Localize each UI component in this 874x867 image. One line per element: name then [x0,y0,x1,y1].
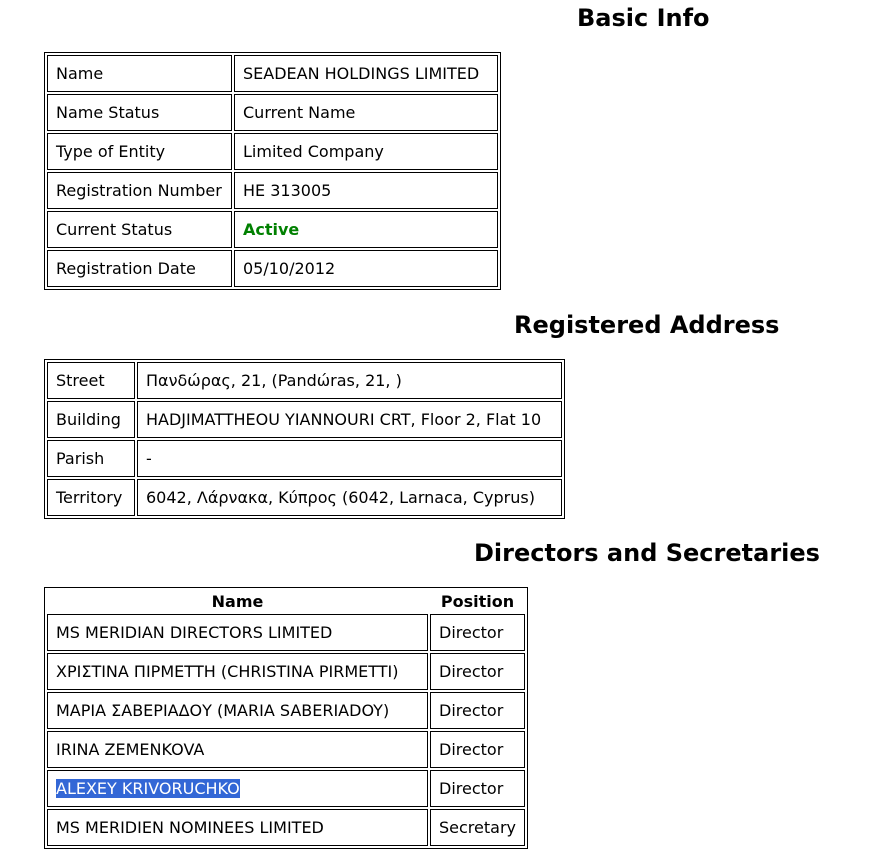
parish-value: - [137,440,562,477]
name-status-value: Current Name [234,94,498,131]
field-label: Territory [47,479,135,516]
entity-type-value: Limited Company [234,133,498,170]
table-row [47,172,498,209]
director-position: Secretary [430,809,525,846]
director-position: Director [430,731,525,768]
field-label: Registration Number [47,172,232,209]
table-row [47,401,562,438]
table-row [47,653,525,690]
field-label: Registration Date [47,250,232,287]
field-label: Type of Entity [47,133,232,170]
basic-info-heading: Basic Info [577,4,710,32]
status-badge: Active [243,220,300,239]
director-name: MS MERIDIEN NOMINEES LIMITED [47,809,428,846]
field-label: Name [47,55,232,92]
table-row [47,94,498,131]
registration-date-value: 05/10/2012 [234,250,498,287]
table-row [47,211,498,248]
director-name: IRINA ZEMENKOVA [47,731,428,768]
current-status-cell [234,211,498,248]
director-position: Director [430,770,525,807]
director-position: Director [430,614,525,651]
director-position: Director [430,692,525,729]
building-value: HADJIMATTHEOU YIANNOURI CRT, Floor 2, Flat 10 [137,401,562,438]
field-label: Current Status [47,211,232,248]
field-label: Building [47,401,135,438]
column-header-position: Position [440,591,515,611]
table-row [47,479,562,516]
registration-number-value: HE 313005 [234,172,498,209]
director-name: MS MERIDIAN DIRECTORS LIMITED [47,614,428,651]
table-row [47,250,498,287]
table-row [47,770,525,807]
table-row [47,692,525,729]
director-name: ΧΡΙΣΤΙΝΑ ΠΙΡΜΕΤΤΗ (CHRISTINA PIRMETTI) [47,653,428,690]
basic-info-table [44,52,501,290]
table-row [47,614,525,651]
company-name-value: SEADEAN HOLDINGS LIMITED [234,55,498,92]
table-row [47,809,525,846]
field-label: Name Status [47,94,232,131]
registered-address-table [44,359,565,519]
registered-address-heading: Registered Address [514,311,780,339]
street-value: Πανδώρας, 21, (Pandώras, 21, ) [137,362,562,399]
table-header-row [47,590,525,612]
column-header-name: Name [211,591,264,611]
director-position: Director [430,653,525,690]
director-name-cell [47,770,428,807]
directors-heading: Directors and Secretaries [474,539,820,567]
table-row [47,731,525,768]
selected-director-name[interactable]: ALEXEY KRIVORUCHKO [56,779,240,798]
table-row [47,133,498,170]
director-name: ΜΑΡΙΑ ΣΑΒΕΡΙΑΔΟΥ (MARIA SABERIADOY) [47,692,428,729]
directors-table [44,587,528,849]
field-label: Parish [47,440,135,477]
territory-value: 6042, Λάρνακα, Κύπρος (6042, Larnaca, Cyprus) [137,479,562,516]
table-row [47,362,562,399]
table-row [47,440,562,477]
field-label: Street [47,362,135,399]
table-row [47,55,498,92]
